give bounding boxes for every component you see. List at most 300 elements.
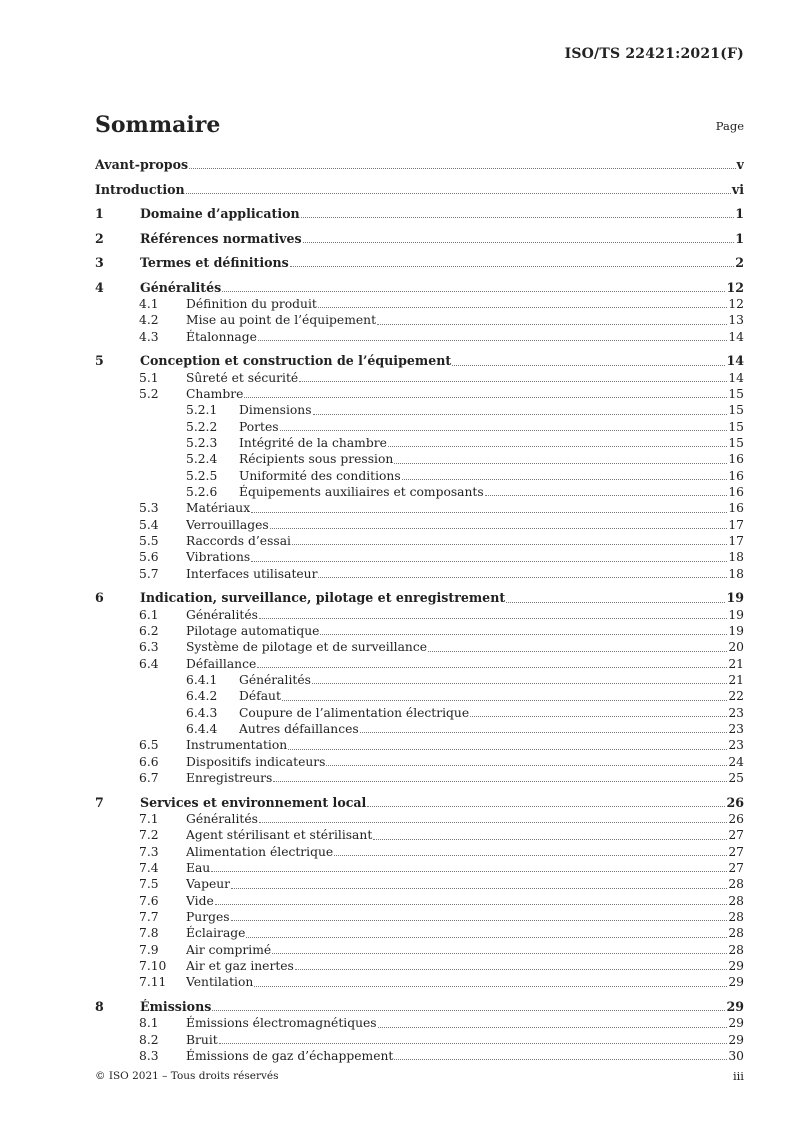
toc-entry[interactable] [95, 1032, 744, 1048]
toc-entry-number: 6.4.4 [186, 721, 218, 736]
toc-entry[interactable] [95, 811, 744, 827]
toc-entry-number: 6.6 [139, 754, 159, 769]
toc-dot-leader [299, 377, 727, 382]
toc-dot-leader [394, 1055, 727, 1060]
toc-entry-number: 8 [95, 998, 104, 1014]
toc-dot-leader [506, 598, 725, 603]
toc-entry-title: Généralités [186, 811, 258, 826]
toc-entry-line [186, 974, 744, 990]
toc-entry-page: 22 [728, 689, 744, 704]
toc-entry-line [140, 231, 744, 247]
toc-entry-line [186, 754, 744, 770]
toc-dot-leader [295, 965, 727, 970]
toc-entry-page: 27 [728, 828, 744, 843]
toc-entry-line [239, 721, 744, 737]
toc-dot-leader [320, 630, 727, 635]
toc-entry-page: 12 [726, 279, 744, 295]
toc-dot-leader [282, 696, 727, 701]
toc-entry[interactable] [95, 157, 744, 173]
toc-dot-leader [186, 189, 731, 194]
toc-entry-title: Généralités [140, 279, 222, 295]
toc-entry[interactable] [95, 688, 744, 704]
toc-entry-page: 27 [728, 860, 744, 875]
toc-dot-leader [378, 1023, 728, 1028]
toc-entry-number: 6.3 [139, 640, 159, 655]
toc-entry-page: 19 [726, 590, 744, 606]
toc-entry-title: Références normatives [140, 230, 302, 246]
page-title: Sommaire [95, 112, 221, 138]
toc-entry[interactable] [95, 255, 744, 271]
toc-entry-title: Services et environnement local [140, 794, 367, 810]
toc-entry[interactable] [95, 1015, 744, 1031]
toc-entry-page: vi [731, 181, 744, 197]
toc-entry-number: 3 [95, 255, 104, 271]
toc-entry-number: 1 [95, 206, 104, 222]
toc-entry-line [95, 157, 744, 173]
toc-dot-leader [470, 712, 727, 717]
toc-entry-line [186, 623, 744, 639]
toc-dot-leader [360, 728, 728, 733]
toc-entry-page: 16 [728, 484, 744, 499]
toc-dot-leader [318, 303, 728, 308]
footer-page-number: iii [732, 1069, 744, 1083]
toc-entry-line [186, 296, 744, 312]
toc-dot-leader [313, 410, 728, 415]
toc-entry-number: 6.4 [139, 656, 159, 671]
toc-entry[interactable] [95, 329, 744, 345]
toc-spacer [95, 582, 744, 590]
toc-entry-line [186, 909, 744, 925]
toc-dot-leader [428, 647, 727, 652]
toc-entry-page: 25 [728, 771, 744, 785]
toc-entry-title: Système de pilotage et de surveillance [186, 640, 428, 655]
toc-entry-title: Ventilation [186, 975, 254, 990]
toc-entry-number: 6.2 [139, 623, 159, 638]
toc-dot-leader [231, 916, 728, 921]
toc-entry-page: 29 [726, 998, 744, 1014]
toc-entry[interactable] [95, 656, 744, 672]
toc-entry-line [186, 566, 744, 582]
toc-entry-line [140, 280, 744, 296]
toc-entry-number: 7.3 [139, 844, 159, 859]
toc-entry-number: 5.7 [139, 566, 159, 581]
toc-spacer [95, 271, 744, 279]
toc-entry[interactable] [95, 639, 744, 655]
toc-entry-line [186, 827, 744, 843]
toc-entry-title: Sûreté et sécurité [186, 370, 299, 385]
toc-entry-number: 7.1 [139, 811, 159, 826]
toc-entry-line [239, 419, 744, 435]
toc-entry-number: 6 [95, 590, 104, 606]
toc-entry-title: Portes [239, 419, 279, 434]
toc-dot-leader [257, 663, 727, 668]
toc-entry-number: 6.7 [139, 771, 159, 785]
toc-entry-line [186, 312, 744, 328]
toc-dot-leader [211, 867, 727, 872]
toc-entry-number: 7.10 [139, 958, 167, 973]
toc-entry-line [239, 688, 744, 704]
toc-entry[interactable] [95, 860, 744, 876]
toc-entry-page: 16 [728, 501, 744, 516]
toc-entry-page: 18 [728, 566, 744, 581]
toc-entry[interactable] [95, 353, 744, 369]
toc-entry-title: Défaut [239, 689, 281, 704]
toc-entry-title: Généralités [239, 672, 311, 687]
toc-entry-page: 28 [728, 926, 744, 941]
toc-entry-title: Verrouillages [186, 517, 269, 532]
toc-entry-page: 28 [728, 893, 744, 908]
toc-entry-line [140, 353, 744, 369]
toc-entry-page: 26 [726, 794, 744, 810]
toc-entry-number: 7.9 [139, 942, 159, 957]
toc-dot-leader [292, 540, 727, 545]
toc-entry-page: 17 [728, 517, 744, 532]
document-id: ISO/TS 22421:2021(F) [564, 46, 744, 62]
toc-entry-line [140, 999, 744, 1015]
footer-copyright: © ISO 2021 – Tous droits réservés [95, 1070, 279, 1082]
toc-entry-title: Instrumentation [186, 738, 288, 753]
toc-entry-page: 14 [728, 370, 744, 385]
toc-entry[interactable] [95, 974, 744, 990]
toc-entry-line [239, 672, 744, 688]
toc-entry-line [186, 942, 744, 958]
toc-entry-page: 29 [728, 958, 744, 973]
toc-entry[interactable] [95, 533, 744, 549]
toc-entry-number: 4.3 [139, 329, 159, 344]
toc-spacer [95, 198, 744, 206]
toc-entry-page: 29 [728, 1016, 744, 1031]
toc-entry[interactable] [95, 370, 744, 386]
toc-entry-page: 16 [728, 468, 744, 483]
toc-dot-leader [367, 802, 725, 807]
toc-entry-page: 18 [728, 550, 744, 565]
toc-entry-page: 29 [728, 1032, 744, 1047]
toc-entry-title: Pilotage automatique [186, 623, 320, 638]
toc-dot-leader [402, 475, 728, 480]
toc-entry-title: Matériaux [186, 501, 251, 516]
toc-entry[interactable] [95, 770, 744, 786]
toc-dot-leader [189, 164, 736, 169]
toc-entry[interactable] [95, 754, 744, 770]
toc-entry-number: 5.2.5 [186, 468, 218, 483]
toc-entry-title: Uniformité des conditions [239, 468, 401, 483]
toc-entry-line [186, 893, 744, 909]
toc-dot-leader [388, 442, 727, 447]
toc-entry-line [186, 386, 744, 402]
toc-dot-leader [326, 761, 727, 766]
toc-entry-title: Eau [186, 860, 211, 875]
toc-entry[interactable] [95, 386, 744, 402]
toc-entry[interactable] [95, 958, 744, 974]
toc-entry-title: Coupure de l’alimentation électrique [239, 705, 470, 720]
toc-dot-leader [312, 679, 727, 684]
toc-entry[interactable] [95, 672, 744, 688]
toc-dot-leader [244, 393, 727, 398]
toc-dot-leader [246, 933, 727, 938]
toc-entry-title: Définition du produit [186, 297, 317, 311]
toc-dot-leader [212, 1006, 725, 1011]
toc-entry-page: 15 [728, 403, 744, 418]
toc-entry[interactable] [95, 876, 744, 892]
toc-entry-title: Étalonnage [186, 329, 257, 344]
toc-entry-number: 8.2 [139, 1032, 159, 1047]
toc-entry-number: 7.2 [139, 828, 159, 843]
toc-entry[interactable] [95, 844, 744, 860]
toc-entry-page: 28 [728, 942, 744, 957]
toc-entry-line [186, 500, 744, 516]
toc-spacer [95, 247, 744, 255]
toc-entry-number: 5.1 [139, 370, 159, 385]
toc-entry-line [239, 484, 744, 500]
toc-dot-leader [303, 238, 735, 243]
toc-entry[interactable] [95, 500, 744, 516]
toc-entry-page: 28 [728, 877, 744, 892]
toc-dot-leader [251, 557, 727, 562]
toc-entry-number: 7.11 [139, 975, 167, 990]
toc-entry-line [186, 770, 744, 786]
toc-dot-leader [334, 851, 727, 856]
toc-entry-title: Enregistreurs [186, 771, 273, 785]
toc-dot-leader [254, 982, 727, 987]
toc-dot-leader [377, 320, 727, 325]
toc-dot-leader [258, 336, 727, 341]
toc-entry[interactable] [95, 549, 744, 565]
toc-entry-line [186, 517, 744, 533]
toc-entry-line [186, 329, 744, 345]
toc-entry-line [239, 402, 744, 418]
toc-entry-number: 2 [95, 230, 104, 246]
toc-entry-title: Alimentation électrique [186, 844, 334, 859]
toc-entry-line [186, 876, 744, 892]
toc-entry-line [239, 468, 744, 484]
toc-entry[interactable] [95, 435, 744, 451]
toc-entry[interactable] [95, 296, 744, 312]
toc-entry-title: Récipients sous pression [239, 452, 394, 467]
toc-entry-number: 5.4 [139, 517, 159, 532]
toc-dot-leader [301, 213, 735, 218]
toc-spacer [95, 991, 744, 999]
toc-entry-title: Avant-propos [95, 157, 189, 172]
toc-entry-line [140, 206, 744, 222]
toc-entry-number: 8.1 [139, 1016, 159, 1031]
toc-entry-title: Dimensions [239, 403, 312, 418]
toc-entry[interactable] [95, 590, 744, 606]
toc-entry-number: 5.3 [139, 501, 159, 516]
toc-entry-line [186, 1048, 744, 1064]
toc-dot-leader [373, 835, 727, 840]
toc-entry[interactable] [95, 623, 744, 639]
toc-entry-line [95, 182, 744, 198]
toc-entry-page: 30 [728, 1048, 744, 1063]
toc-entry[interactable] [95, 893, 744, 909]
toc-entry-title: Émissions de gaz d’échappement [186, 1048, 394, 1063]
toc-entry-title: Raccords d’essai [186, 534, 291, 548]
toc-entry-line [186, 737, 744, 753]
toc-entry-line [239, 435, 744, 451]
toc-entry-title: Interfaces utilisateur [186, 566, 318, 581]
toc-dot-leader [231, 884, 727, 889]
toc-entry[interactable] [95, 484, 744, 500]
toc-entry-number: 7.8 [139, 926, 159, 941]
toc-entry[interactable] [95, 231, 744, 247]
toc-entry[interactable] [95, 705, 744, 721]
toc-entry-title: Termes et définitions [140, 255, 289, 271]
toc-entry-title: Autres défaillances [239, 721, 359, 736]
toc-entry[interactable] [95, 909, 744, 925]
toc-entry-number: 6.1 [139, 607, 159, 622]
toc-entry-line [186, 860, 744, 876]
toc-entry-number: 6.4.3 [186, 705, 218, 720]
toc-entry-page: 15 [728, 435, 744, 450]
toc-entry[interactable] [95, 999, 744, 1015]
toc-entry-line [186, 811, 744, 827]
toc-entry-title: Généralités [186, 607, 258, 622]
toc-entry-line [140, 255, 744, 271]
toc-entry[interactable] [95, 419, 744, 435]
toc-entry[interactable] [95, 312, 744, 328]
toc-entry-title: Vide [186, 893, 214, 908]
toc-dot-leader [215, 900, 728, 905]
toc-entry-page: 19 [728, 607, 744, 622]
toc-entry-number: 5.2.4 [186, 452, 218, 467]
toc-entry-number: 5.2.6 [186, 484, 218, 499]
toc-entry-title: Vapeur [186, 877, 231, 892]
toc-entry-number: 5.2 [139, 386, 159, 401]
toc-dot-leader [273, 777, 727, 782]
toc-dot-leader [288, 745, 727, 750]
toc-entry-line [239, 705, 744, 721]
toc-entry-line [186, 533, 744, 549]
toc-entry-page: 1 [735, 206, 744, 222]
toc-dot-leader [222, 287, 725, 292]
toc-entry-line [186, 925, 744, 941]
toc-dot-leader [259, 614, 727, 619]
page-column-label: Page [715, 119, 744, 133]
table-of-contents [95, 157, 744, 1064]
toc-entry-title: Éclairage [186, 926, 246, 941]
toc-dot-leader [270, 524, 728, 529]
toc-entry-title: Intégrité de la chambre [239, 435, 387, 450]
toc-entry-title: Agent stérilisant et stérilisant [186, 828, 373, 843]
toc-entry-line [186, 639, 744, 655]
toc-entry-page: 21 [728, 656, 744, 671]
toc-entry-number: 7.5 [139, 877, 159, 892]
toc-entry-page: 14 [726, 353, 744, 369]
toc-entry[interactable] [95, 182, 744, 198]
toc-entry-number: 5.2.1 [186, 403, 218, 418]
toc-entry-number: 8.3 [139, 1048, 159, 1063]
toc-entry-page: 16 [728, 452, 744, 467]
toc-entry-page: 26 [728, 811, 744, 826]
toc-entry-title: Air comprimé [186, 942, 272, 957]
toc-entry-number: 5.6 [139, 550, 159, 565]
toc-entry-title: Défaillance [186, 656, 257, 671]
toc-entry-line [186, 549, 744, 565]
toc-entry-title: Indication, surveillance, pilotage et enregistrement [140, 590, 506, 606]
toc-entry-page: 17 [728, 534, 744, 548]
toc-entry[interactable] [95, 1048, 744, 1064]
toc-entry[interactable] [95, 206, 744, 222]
toc-entry-number: 5 [95, 353, 104, 369]
toc-entry-number: 5.2.3 [186, 435, 218, 450]
toc-entry-page: 1 [735, 230, 744, 246]
toc-entry[interactable] [95, 566, 744, 582]
toc-entry[interactable] [95, 925, 744, 941]
toc-entry-title: Purges [186, 909, 230, 924]
toc-entry[interactable] [95, 451, 744, 467]
toc-entry-title: Vibrations [186, 550, 251, 565]
toc-entry-page: 29 [728, 975, 744, 990]
toc-dot-leader [219, 1039, 728, 1044]
toc-entry-number: 7.7 [139, 909, 159, 924]
toc-entry-number: 7 [95, 794, 104, 810]
toc-entry-number: 5.2.2 [186, 419, 218, 434]
toc-entry-title: Chambre [186, 386, 244, 401]
toc-entry-page: 15 [728, 386, 744, 401]
toc-entry[interactable] [95, 795, 744, 811]
toc-entry-page: 21 [728, 672, 744, 687]
toc-entry-page: 19 [728, 623, 744, 638]
toc-entry-number: 4 [95, 279, 104, 295]
toc-entry-line [239, 451, 744, 467]
toc-entry-line [186, 958, 744, 974]
toc-entry-page: 24 [728, 754, 744, 769]
toc-entry[interactable] [95, 737, 744, 753]
toc-entry[interactable] [95, 402, 744, 418]
toc-entry[interactable] [95, 607, 744, 623]
toc-entry[interactable] [95, 517, 744, 533]
toc-entry-page: 27 [728, 844, 744, 859]
toc-dot-leader [272, 949, 727, 954]
toc-entry-line [186, 656, 744, 672]
toc-entry-number: 4.1 [139, 297, 159, 311]
toc-entry-line [186, 607, 744, 623]
toc-dot-leader [290, 262, 734, 267]
toc-entry[interactable] [95, 280, 744, 296]
toc-entry[interactable] [95, 942, 744, 958]
toc-entry-page: 15 [728, 419, 744, 434]
toc-spacer [95, 786, 744, 794]
toc-entry-title: Introduction [95, 181, 185, 197]
toc-entry-number: 6.5 [139, 738, 159, 753]
toc-entry-line [186, 1015, 744, 1031]
toc-entry-page: 23 [728, 721, 744, 736]
toc-entry-title: Mise au point de l’équipement [186, 313, 377, 328]
toc-entry-title: Équipements auxiliaires et composants [239, 484, 484, 499]
toc-entry-title: Domaine d’application [140, 206, 300, 222]
toc-entry[interactable] [95, 827, 744, 843]
toc-entry-page: 28 [728, 909, 744, 924]
toc-spacer [95, 345, 744, 353]
toc-entry-number: 7.6 [139, 893, 159, 908]
toc-dot-leader [280, 426, 728, 431]
toc-entry-title: Bruit [186, 1032, 218, 1047]
toc-entry-number: 4.2 [139, 313, 159, 328]
toc-entry[interactable] [95, 721, 744, 737]
toc-entry[interactable] [95, 468, 744, 484]
toc-entry-page: 13 [728, 313, 744, 328]
toc-entry-page: 23 [728, 705, 744, 720]
toc-entry-page: 12 [728, 297, 744, 311]
toc-entry-line [140, 795, 744, 811]
toc-entry-number: 7.4 [139, 860, 159, 875]
toc-entry-page: 23 [728, 738, 744, 753]
toc-entry-number: 5.5 [139, 534, 159, 548]
toc-entry-title: Dispositifs indicateurs [186, 754, 326, 769]
toc-spacer [95, 173, 744, 181]
toc-entry-line [186, 1032, 744, 1048]
toc-entry-line [140, 590, 744, 606]
